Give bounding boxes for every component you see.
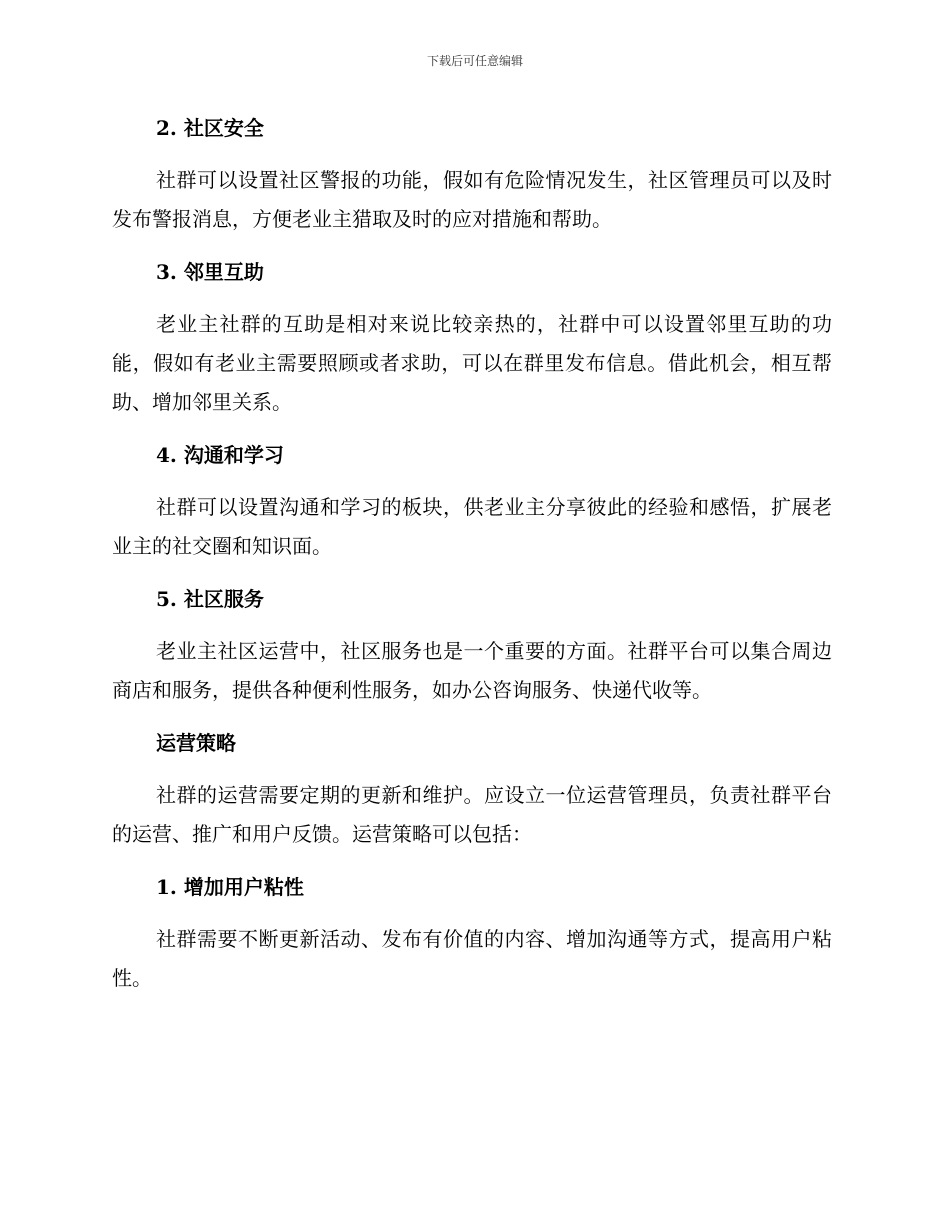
section-paragraph-community-service: 老业主社区运营中，社区服务也是一个重要的方面。社群平台可以集合周边商店和服务，提供各种便利性服务，如办公咨询服务、快递代收等。	[112, 639, 832, 702]
section-paragraph-communication-learning: 社群可以设置沟通和学习的板块，供老业主分享彼此的经验和感悟，扩展老业主的社交圈和知识面。	[112, 495, 832, 558]
section-heading-neighbor-help: 3. 邻里互助	[156, 260, 264, 284]
section-heading-communication-learning: 4. 沟通和学习	[156, 443, 284, 467]
section-heading-community-safety: 2. 社区安全	[156, 116, 264, 140]
document-body	[112, 108, 832, 1011]
section-paragraph-user-stickiness: 社群需要不断更新活动、发布有价值的内容、增加沟通等方式，提高用户粘性。	[112, 927, 832, 990]
section-paragraph-neighbor-help: 老业主社群的互助是相对来说比较亲热的，社群中可以设置邻里互助的功能，假如有老业主需要照顾或者求助，可以在群里发布信息。借此机会，相互帮助、增加邻里关系。	[112, 312, 832, 414]
section-heading-user-stickiness: 1. 增加用户粘性	[156, 875, 304, 899]
section-heading-operation-strategy: 运营策略	[156, 731, 236, 755]
section-paragraph-community-safety: 社群可以设置社区警报的功能，假如有危险情况发生，社区管理员可以及时发布警报消息，方便老业主猎取及时的应对措施和帮助。	[112, 168, 832, 231]
section-heading-community-service: 5. 社区服务	[156, 587, 264, 611]
page-header: 下载后可任意编辑	[426, 54, 523, 68]
section-paragraph-operation-strategy: 社群的运营需要定期的更新和维护。应设立一位运营管理员，负责社群平台的运营、推广和用户反馈。运营策略可以包括：	[112, 783, 832, 846]
